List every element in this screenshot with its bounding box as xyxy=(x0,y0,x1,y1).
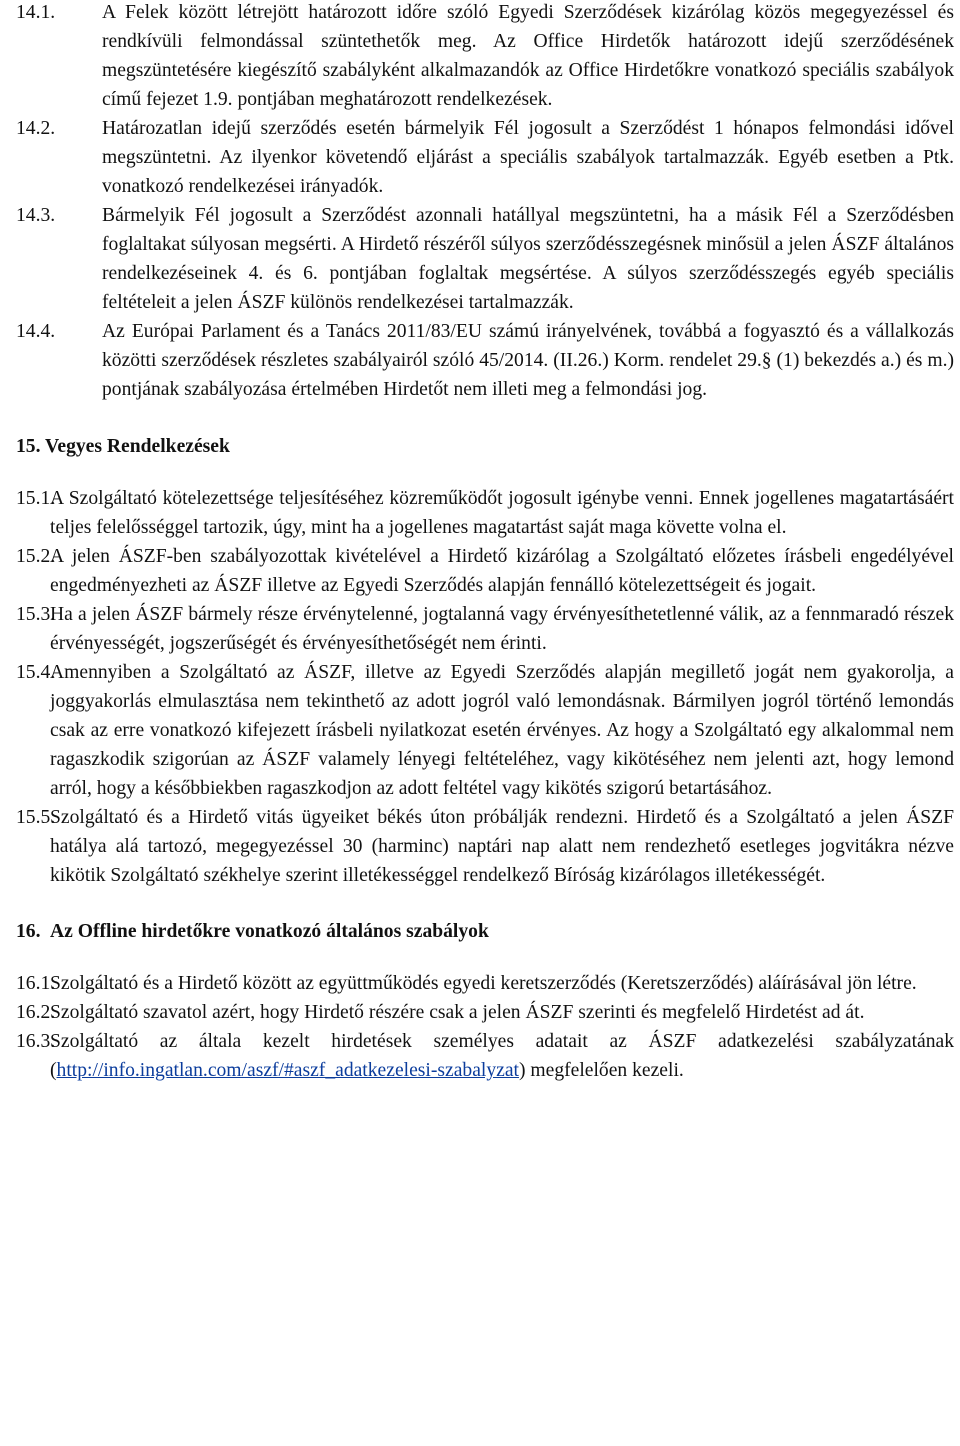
paragraph-text: Határozatlan idejű szerződés esetén bármelyik Fél jogosult a Szerződést 1 hónapos felmondási idővel megszüntetni. Az ilyenkor követendő eljárást a speciális szabályok tartalmazzák. Egyéb esetben a Ptk. vonatkozó rendelkezései irányadók. xyxy=(102,118,954,197)
paragraph-text: Szolgáltató és a Hirdető között az együttműködés egyedi keretszerződés (Keretszerződés) aláírásával jön létre. xyxy=(50,973,917,994)
paragraph-text xyxy=(50,1027,954,1085)
paragraph-14-4 xyxy=(16,317,954,404)
paragraph-text: A jelen ÁSZF-ben szabályozottak kivételével a Hirdető kizárólag a Szolgáltató előzetes írásbeli engedélyével engedményezheti az ÁSZF illetve az Egyedi Szerződés alapján fennálló kötelezettségeit és jogait. xyxy=(50,546,954,596)
paragraph-number: 14.2. xyxy=(16,118,56,139)
paragraph-number: 14.1. xyxy=(16,2,56,23)
paragraph-14-1 xyxy=(16,0,954,114)
paragraph-number: 16.2. xyxy=(16,1002,56,1023)
section-heading-16 xyxy=(16,917,954,946)
section-heading-number: 16. xyxy=(16,921,41,942)
paragraph-text: Amennyiben a Szolgáltató az ÁSZF, illetve az Egyedi Szerződés alapján megillető jogát nem gyakorolja, a joggyakorlás elmulasztása nem tekinthető az adott jogról való lemondásnak. Bármilyen jogról történő lemondás csak az erre vonatkozó kifejezett írásbeli nyilatkozat esetén érvényes. Az hogy a Szolgáltató egy alkalommal nem ragaszkodik szigorúan az ÁSZF valamely lényegi feltételéhez, vagy kikötéséhez nem jelenti azt, hogy lemond arról, hogy a későbbiekben ragaszkodjon az adott feltétel vagy kikötés szigorú betartásához. xyxy=(50,662,954,799)
section-heading-15 xyxy=(16,432,954,461)
paragraph-number: 14.3. xyxy=(16,205,56,226)
paragraph-16-1 xyxy=(16,969,954,998)
paragraph-16-2 xyxy=(16,998,954,1027)
paragraph-number: 15.2. xyxy=(16,546,56,567)
paragraph-number: 15.5. xyxy=(16,807,56,828)
paragraph-text-before-link: Szolgáltató az általa kezelt hirdetések személyes adatait az ÁSZF adatkezelési szabályzatának ( xyxy=(50,1031,954,1081)
paragraph-15-5 xyxy=(16,803,954,890)
privacy-policy-link[interactable]: http://info.ingatlan.com/aszf/#aszf_adatkezelesi-szabalyzat xyxy=(56,1060,519,1081)
paragraph-16-3 xyxy=(16,1027,954,1085)
paragraph-15-4 xyxy=(16,658,954,803)
paragraph-text: A Felek között létrejött határozott időre szóló Egyedi Szerződések kizárólag közös megegyezéssel és rendkívüli felmondással szüntethetők meg. Az Office Hirdetők határozott idejű szerződésének megszüntetésére kiegészítő szabályként alkalmazandók az Office Hirdetőkre vonatkozó speciális szabályok című fejezet 1.9. pontjában meghatározott rendelkezések. xyxy=(102,2,954,110)
paragraph-number: 14.4. xyxy=(16,321,56,342)
section-heading-text: 15. Vegyes Rendelkezések xyxy=(16,436,230,457)
paragraph-text: Szolgáltató szavatol azért, hogy Hirdető részére csak a jelen ÁSZF szerinti és megfelelő Hirdetést ad át. xyxy=(50,1002,865,1023)
paragraph-number: 16.1. xyxy=(16,973,56,994)
paragraph-text: A Szolgáltató kötelezettsége teljesítéséhez közreműködőt jogosult igénybe venni. Ennek jogellenes magatartásáért teljes felelősséggel tartozik, úgy, mint ha a jogellenes magatartást saját maga követte volna el. xyxy=(50,488,954,538)
paragraph-14-2 xyxy=(16,114,954,201)
paragraph-number: 15.3. xyxy=(16,604,56,625)
paragraph-number: 16.3. xyxy=(16,1031,56,1052)
paragraph-text: Szolgáltató és a Hirdető vitás ügyeiket békés úton próbálják rendezni. Hirdető és a Szolgáltató a jelen ÁSZF hatálya alá tartozó, megegyezéssel 30 (harminc) naptári nap alatt nem rendezhető esetleges jogvitákra nézve kikötik Szolgáltató székhelye szerint illetékességgel rendelkező Bíróság kizárólagos illetékességét. xyxy=(50,807,954,886)
section-heading-text: Az Offline hirdetőkre vonatkozó általános szabályok xyxy=(50,921,489,942)
paragraph-text-after-link: ) megfelelően kezeli. xyxy=(518,1060,684,1081)
paragraph-text: Az Európai Parlament és a Tanács 2011/83/EU számú irányelvének, továbbá a fogyasztó és a vállalkozás közötti szerződések részletes szabályairól szóló 45/2014. (II.26.) Korm. rendelet 29.§ (1) bekezdés a.) és m.) pontjának szabályozása értelmében Hirdetőt nem illeti meg a felmondási jog. xyxy=(102,321,954,400)
paragraph-15-3 xyxy=(16,600,954,658)
paragraph-text: Bármelyik Fél jogosult a Szerződést azonnali hatállyal megszüntetni, ha a másik Fél a Szerződésben foglaltakat súlyosan megsérti. A Hirdető részéről súlyos szerződésszegésnek minősül a jelen ÁSZF általános rendelkezéseinek 4. és 6. pontjában foglaltak megsértése. A súlyos szerződésszegés egyéb speciális feltételeit a jelen ÁSZF különös rendelkezései tartalmazzák. xyxy=(102,205,954,313)
paragraph-14-3 xyxy=(16,201,954,317)
paragraph-text: Ha a jelen ÁSZF bármely része érvénytelenné, jogtalanná vagy érvényesíthetetlenné válik, az a fennmaradó részek érvényességét, jogszerűségét és érvényesíthetőségét nem érinti. xyxy=(50,604,954,654)
paragraph-15-2 xyxy=(16,542,954,600)
paragraph-number: 15.1. xyxy=(16,488,56,509)
paragraph-15-1 xyxy=(16,484,954,542)
paragraph-number: 15.4. xyxy=(16,662,56,683)
